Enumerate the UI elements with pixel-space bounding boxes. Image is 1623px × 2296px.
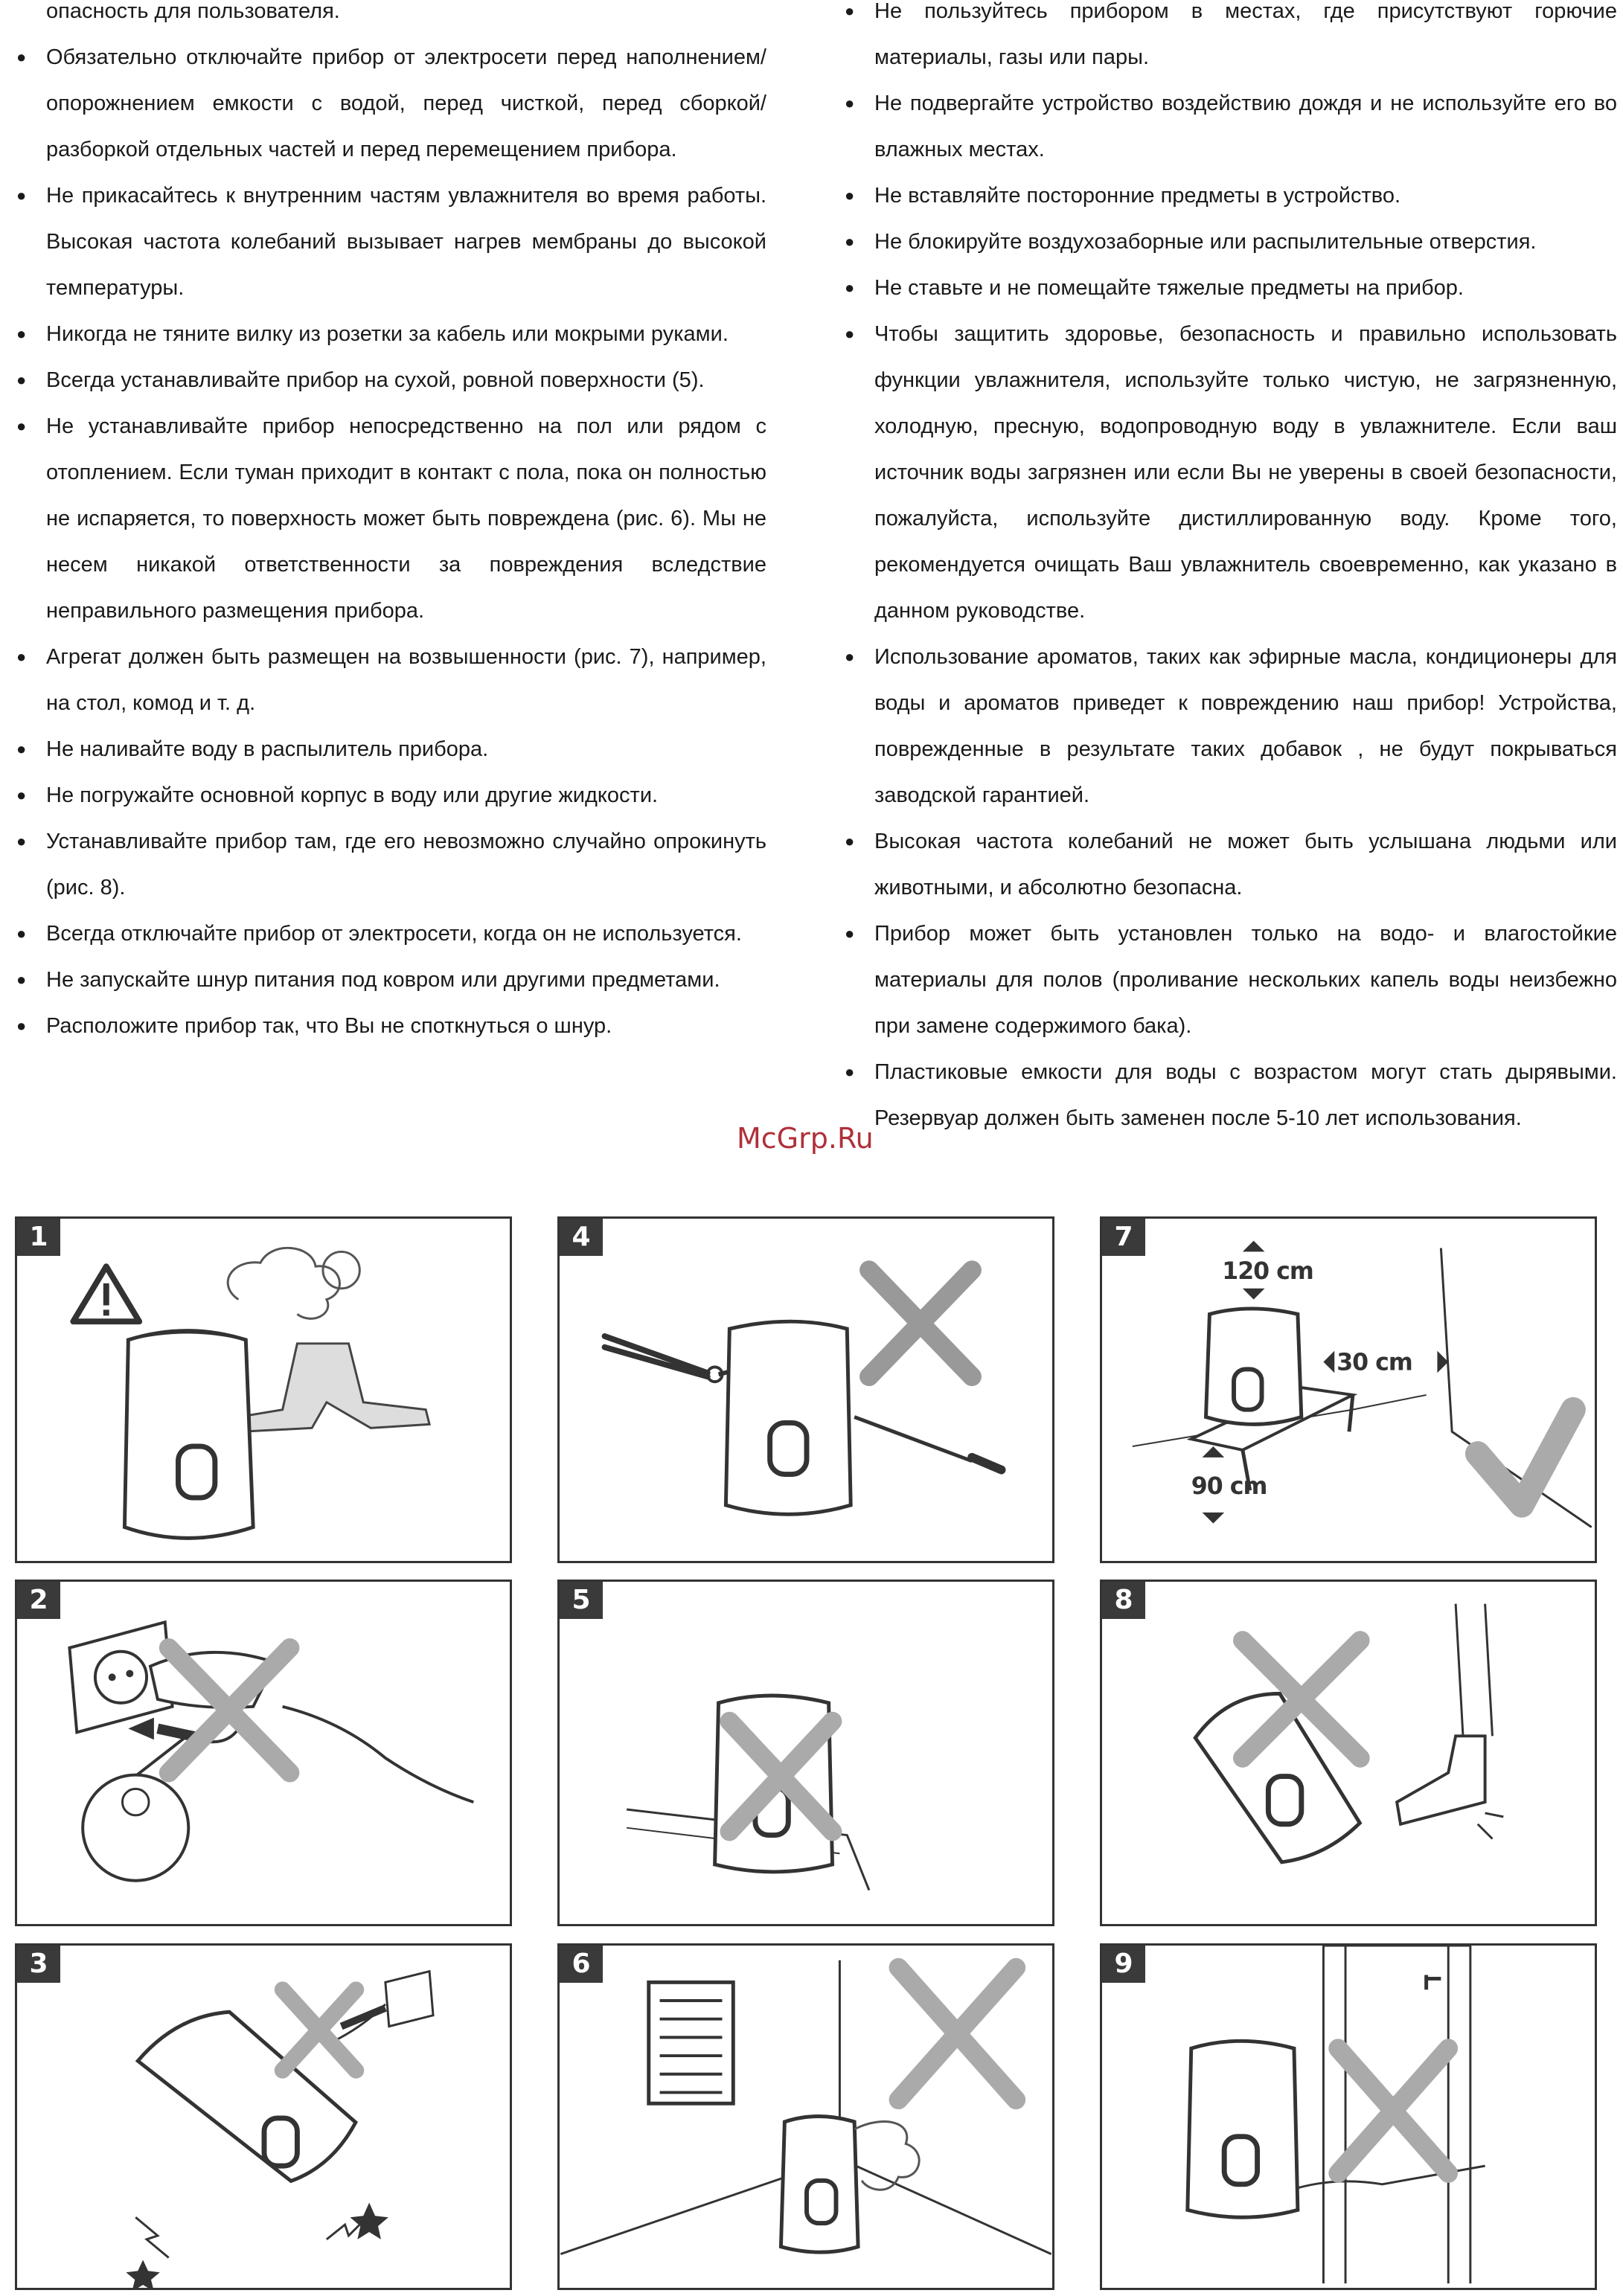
figure-panel-6 [557,1943,1054,2290]
bullet: ● [16,924,27,943]
figure-number: 8 [1102,1582,1145,1619]
dimension-label: 30 cm [1337,1349,1412,1376]
figure-panel-3 [15,1943,512,2290]
figure-number: 6 [560,1946,603,1983]
list-item: ● Не ставьте и не помещайте тяжелые предметы на прибор. [843,265,1617,311]
list-item: ● Не прикасайтесь к внутренним частям увлажнителя во время работы. Высокая частота колебаний вызывает нагрев мембраны до высокой температуры. [15,173,766,311]
figure-number: 7 [1102,1219,1145,1256]
dimension-label: 120 cm [1222,1257,1313,1285]
lead-text: опасность для пользователя. [46,0,340,23]
figure-number: 5 [560,1582,603,1619]
bullet: ● [16,371,27,389]
bullet: ● [845,94,855,112]
figure-panel-9 [1100,1943,1597,2290]
bullet: ● [845,232,855,251]
list-item: ● Не запускайте шнур питания под ковром или другими предметами. [15,957,766,1003]
list-item: ● Не вставляйте посторонние предметы в устройство. [843,173,1617,219]
figure-number: 4 [560,1219,603,1256]
list-item: ● Пластиковые емкости для воды с возрастом могут стать дырявыми. Резервуар должен быть заменен после 5-10 лет использования. [843,1049,1617,1141]
watermark: McGrp.Ru [737,1122,874,1155]
bullet: ● [16,832,27,850]
figure-number: 9 [1102,1946,1145,1983]
figure-panel-7 [1100,1216,1597,1563]
bullet: ● [845,832,855,850]
bullet: ● [845,647,855,666]
bullet: ● [845,1,855,20]
dimension-label: 90 cm [1191,1473,1267,1501]
figure-panel-5 [557,1580,1054,1926]
bullet: ● [845,278,855,297]
list-item: ● Не погружайте основной корпус в воду или другие жидкости. [15,772,766,818]
figure-number: 1 [17,1219,60,1256]
list-item: ● Не блокируйте воздухозаборные или распылительные отверстия. [843,219,1617,265]
list-item: ● Расположите прибор так, что Вы не споткнуться о шнур. [15,1003,766,1049]
bullet: ● [845,924,855,943]
figure-panel-2 [15,1580,512,1926]
bullet: ● [16,786,27,804]
bullet: ● [845,186,855,205]
bullet: ● [16,1016,27,1035]
list-item: ● Не подвергайте устройство воздействию дождя и не используйте его во влажных местах. [843,80,1617,173]
right-column [843,0,1617,1141]
bullet: ● [16,417,27,435]
list-item: ● Всегда устанавливайте прибор на сухой, ровной поверхности (5). [15,357,766,403]
list-item: ● Не устанавливайте прибор непосредственно на пол или рядом с отоплением. Если туман приходит в контакт с пола, пока он полностью не испаряется, то поверхность может быть повреждена (рис. 6). Мы не несем никакой ответственности за повреждения вследствие неправильного размещения прибора. [15,403,766,634]
bullet: ● [16,740,27,758]
list-item: ● Чтобы защитить здоровье, безопасность и правильно использовать функции увлажнителя, используйте только чистую, не загрязненную, холодную, пресную, водопроводную воду в увлажнителе. Если ваш источник воды загрязнен или если Вы не уверены в своей безопасности, пожалуйста, используйте дистиллированную воду. Кроме того, рекомендуется очищать Ваш увлажнитель своевременно, как указано в данном руководстве. [843,311,1617,634]
figure-number: 2 [17,1582,60,1619]
bullet: ● [16,647,27,666]
bullet: ● [16,186,27,205]
list-item: ● Прибор может быть установлен только на водо- и влагостойкие материалы для полов (проливание нескольких капель воды неизбежно при замене содержимого бака). [843,911,1617,1049]
bullet: ● [845,324,855,343]
bullet: ● [16,970,27,989]
left-column [15,0,766,1049]
list-item: ● Не наливайте воду в распылитель прибора. [15,726,766,772]
list-item: ● Никогда не тяните вилку из розетки за кабель или мокрыми руками. [15,311,766,357]
bullet: ● [845,1062,855,1081]
list-item: ● Устанавливайте прибор там, где его невозможно случайно опрокинуть (рис. 8). [15,818,766,911]
list-item: ● Всегда отключайте прибор от электросети, когда он не используется. [15,911,766,957]
figure-panel-4 [557,1216,1054,1563]
list-item: ● Использование ароматов, таких как эфирные масла, кондиционеры для воды и ароматов приведет к повреждению наш прибор! Устройства, поврежденные в результате таких добавок , не будут покрываться заводской гарантией. [843,634,1617,818]
list-item: ● Обязательно отключайте прибор от электросети перед наполнением/опорожнением емкости с водой, перед чисткой, перед сборкой/разборкой отдельных частей и перед перемещением прибора. [15,34,766,173]
bullet: ● [16,48,27,66]
figure-number: 3 [17,1946,60,1983]
list-item: ● Агрегат должен быть размещен на возвышенности (рис. 7), например, на стол, комод и т. д. [15,634,766,726]
list-item: ● Не пользуйтесь прибором в местах, где присутствуют горючие материалы, газы или пары. [843,0,1617,80]
figure-panel-8 [1100,1580,1597,1926]
list-item: ● Высокая частота колебаний не может быть услышана людьми или животными, и абсолютно безопасна. [843,818,1617,911]
figure-panel-1 [15,1216,512,1563]
bullet: ● [16,324,27,343]
